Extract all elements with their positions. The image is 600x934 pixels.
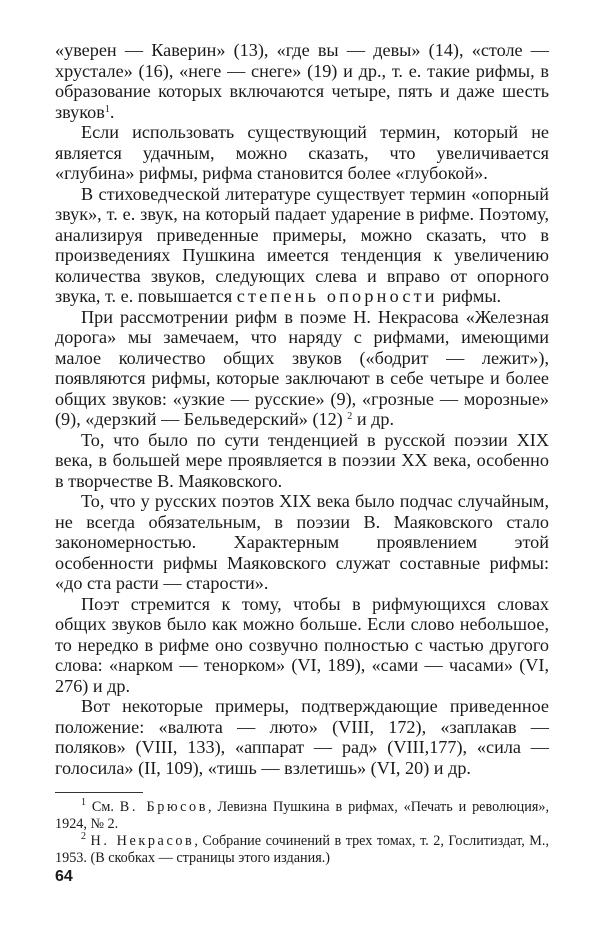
- footnote-text: , Левизна Пушкина в рифмах, «Печать и революция», 1924, № 2.: [55, 799, 550, 832]
- paragraph-examples: Вот некоторые примеры, подтверждающие приведенное положение: «валюта — люто» (VIII, 172), «заплакав — поляков» (VIII, 133), «аппарат — рад» (VIII,177), «сила — голосила» (II, 109), «тишь — взлетишь» (VI, 20) и др.: [55, 696, 549, 778]
- paragraph-text: В стиховедческой литературе существует термин «опорный звук», т. е. звук, на который падает ударение в рифме. Поэтому, анализируя приведенные примеры, можно сказать, что в произведениях Пушкина имеется тенденция к увеличению количества звуков, следующих слева и вправо от опорного звука, т. е. повышается: [55, 183, 549, 306]
- paragraph-text: «уверен — Каверин» (13), «где вы — девы» (14), «столе — хрустале» (16), «неге — снеге» (19) и др., т. е. такие рифмы, в образование которых включаются четыре, пять и даже шесть звуков: [55, 40, 549, 122]
- paragraph-continuation: [55, 40, 549, 122]
- footnote-1: [55, 799, 549, 833]
- footnote-marker: 2: [81, 831, 86, 842]
- paragraph-depth-of-rhyme: Если использовать существующий термин, который не является удачным, можно сказать, что увеличивается «глубина» рифмы, рифма становится более «глубокой».: [55, 122, 549, 183]
- paragraph-mayakovsky: То, что у русских поэтов XIX века было подчас случайным, не всегда обязательным, в поэзии В. Маяковского стало закономерностью. Характерным проявлением этой особенности рифмы Маяковского служат составные рифмы: «до ста расти — старости».: [55, 491, 549, 593]
- page-number: 64: [55, 868, 73, 885]
- footnote-2: [55, 833, 549, 867]
- footnote-prefix: См.: [91, 799, 120, 815]
- footnote-ref-2[interactable]: 2: [347, 411, 353, 422]
- page-body: [55, 40, 549, 867]
- footnote-author: Н. Некрасов: [90, 833, 195, 849]
- paragraph-xx-century: То, что было по сути тенденцией в русской поэзии XIX века, в большей мере проявляется в поэзии XX века, особенно в творчестве В. Маяковского.: [55, 429, 549, 491]
- paragraph-nekrasov: [55, 307, 549, 430]
- footnote-divider: [55, 792, 143, 793]
- paragraph-tail: и др.: [352, 409, 395, 429]
- footnote-text: , Собрание сочинений в трех томах, т. 2, Гослитиздат, М., 1953. (В скобках — страницы этого издания.): [55, 833, 549, 866]
- paragraph-supporting-sound: [55, 184, 549, 307]
- paragraph-text: При рассмотрении рифм в поэме Н. Некрасова «Железная дорога» мы замечаем, что наряду с рифмами, имеющими малое количество общих звуков («бодрит — лежит»), появляются рифмы, которые заключают в себе четыре и более общих звуков: «узкие — русские» (9), «грозные — морозные» (9), «дерзкий — Бельведерский» (12): [55, 306, 549, 429]
- paragraph-tail: рифмы.: [437, 286, 502, 306]
- footnote-ref-1[interactable]: 1: [104, 103, 110, 115]
- footnote-author: В. Брюсов: [119, 799, 209, 815]
- paragraph-common-sounds: Поэт стремится к тому, чтобы в рифмующихся словах общих звуков было как можно больше. Если слово небольшое, то нередко в рифме оно созвучно полностью с частью другого слова: «нарком — тенорком» (VI, 189), «сами — часами» (VI, 276) и др.: [55, 593, 549, 696]
- footnote-marker: 1: [81, 797, 86, 808]
- paragraph-tail: .: [109, 101, 115, 122]
- spaced-term: степень опорности: [236, 286, 438, 306]
